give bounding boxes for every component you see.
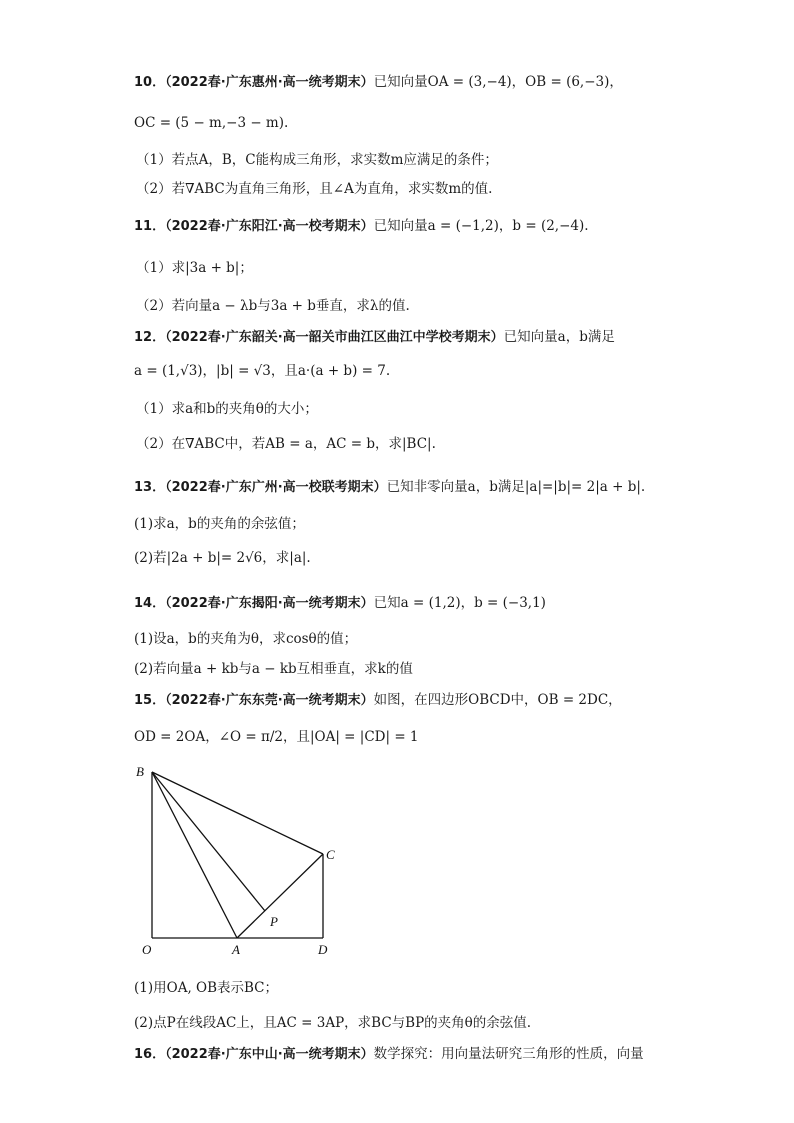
q14-part1: (1)设a，b的夹角为θ，求cosθ的值； xyxy=(134,631,358,647)
q11-stem: 已知向量a = (−1,2)，b = (2,−4). xyxy=(373,218,589,234)
q13-part1: (1)求a，b的夹角的余弦值； xyxy=(134,516,305,532)
q15-stem: 如图，在四边形OBCD中，OB = 2DC， xyxy=(373,692,622,708)
q13-stem: 已知非零向量a，b满足|a|=|b|= 2|a + b|. xyxy=(386,479,646,495)
label-P: P xyxy=(270,914,278,929)
q12-header: 12．（2022春·广东韶关·高一韶关市曲江区曲江中学校考期末） xyxy=(134,330,504,345)
segment-AC xyxy=(237,854,323,938)
q13-line xyxy=(134,477,645,498)
q10-part1: （1）若点A，B，C能构成三角形，求实数m应满足的条件； xyxy=(136,152,498,168)
q10-header: 10．（2022春·广东惠州·高一统考期末） xyxy=(134,75,374,90)
q15-part2: (2)点P在线段AC上，且AC = 3AP，求BC与BP的夹角θ的余弦值. xyxy=(134,1015,532,1031)
label-A: A xyxy=(232,942,240,957)
q16-header: 16．（2022春·广东中山·高一统考期末） xyxy=(134,1047,374,1062)
q11-line xyxy=(134,216,589,237)
q13-header: 13．（2022春·广东广州·高一校联考期末） xyxy=(134,480,387,495)
q12-cont: a = (1,√3)，|b| = √3，且a·(a + b) = 7. xyxy=(134,363,391,379)
q11-part2: （2）若向量a − λb与3a + b垂直，求λ的值. xyxy=(136,298,410,314)
q16-stem: 数学探究：用向量法研究三角形的性质，向量 xyxy=(373,1046,644,1062)
q12-part1: （1）求a和b的夹角θ的大小； xyxy=(136,401,318,417)
q10-part2: （2）若∇ABC为直角三角形，且∠A为直角，求实数m的值. xyxy=(136,181,493,197)
segment-BC xyxy=(152,772,323,854)
segment-BA xyxy=(152,772,237,938)
q12-part2: （2）在∇ABC中，若AB = a，AC = b，求|BC|. xyxy=(136,436,436,452)
q10-cont: OC = (5 − m,−3 − m). xyxy=(134,115,289,131)
q15-cont: OD = 2OA，∠O = π/2，且|OA| = |CD| = 1 xyxy=(134,729,419,745)
segment-BP xyxy=(152,772,265,911)
q14-part2: (2)若向量a + kb与a − kb互相垂直，求k的值 xyxy=(134,661,413,677)
q15-part1: (1)用OA, OB表示BC； xyxy=(134,980,279,996)
q10-stem: 已知向量OA = (3,−4)，OB = (6,−3)， xyxy=(373,74,623,90)
label-D: D xyxy=(318,942,328,957)
q12-stem: 已知向量a，b满足 xyxy=(503,329,615,345)
q12-line xyxy=(134,327,615,348)
q14-header: 14．（2022春·广东揭阳·高一统考期末） xyxy=(134,596,374,611)
label-C: C xyxy=(326,847,335,862)
q11-part1: （1）求|3a + b|； xyxy=(136,260,253,276)
q14-line xyxy=(134,593,546,614)
label-O: O xyxy=(142,942,152,957)
label-B: B xyxy=(136,764,144,779)
q14-stem: 已知a = (1,2)，b = (−3,1) xyxy=(373,595,546,611)
q11-header: 11．（2022春·广东阳江·高一校考期末） xyxy=(134,219,374,234)
q13-part2: (2)若|2a + b|= 2√6，求|a|. xyxy=(134,550,311,566)
q10-line xyxy=(134,72,623,93)
q16-line xyxy=(134,1044,644,1065)
q15-figure xyxy=(130,760,350,960)
q15-header: 15．（2022春·广东东莞·高一统考期末） xyxy=(134,693,374,708)
q15-line xyxy=(134,690,622,711)
